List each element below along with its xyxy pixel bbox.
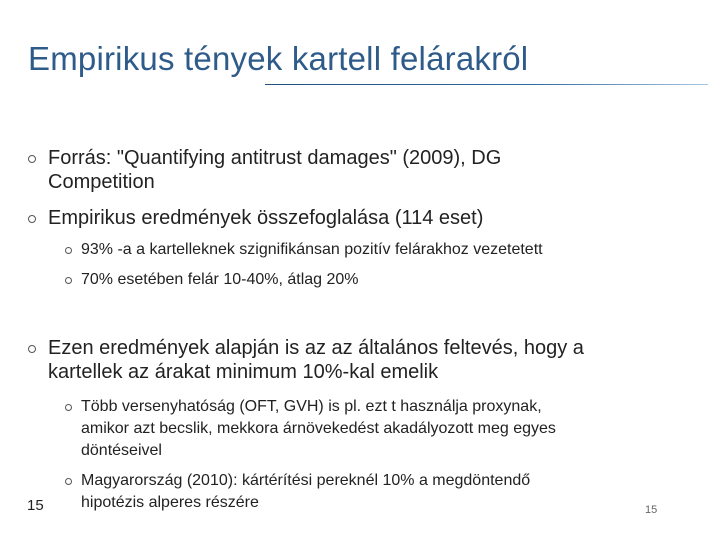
title-underline: [265, 84, 708, 85]
bullet-text: 70% esetében felár 10-40%, átlag 20%: [81, 271, 359, 288]
bullet-text: Több versenyhatóság (OFT, GVH) is pl. ezt t használja proxynak,: [81, 398, 542, 415]
sub-bullet-93-percent: [65, 240, 543, 260]
bullet-dot-icon: [65, 247, 72, 254]
bullet-text: Empirikus eredmények összefoglalása (114 eset): [48, 207, 484, 229]
bullet-source: [28, 146, 501, 194]
slide-title: Empirikus tények kartell felárakról: [28, 40, 529, 77]
bullet-text: Magyarország (2010): kártérítési pereknél 10% a megdöntendő: [81, 472, 531, 489]
bullet-dot-icon: [28, 155, 36, 163]
sub-bullet-hungary-2010: [65, 470, 530, 514]
bullet-dot-icon: [65, 277, 72, 284]
bullet-text: hipotézis alperes részére: [81, 494, 259, 511]
bullet-dot-icon: [65, 478, 72, 485]
bullet-dot-icon: [28, 345, 36, 353]
sub-bullet-70-percent: [65, 270, 359, 290]
bullet-text: döntéseivel: [81, 442, 162, 459]
bullet-dot-icon: [65, 404, 72, 411]
bullet-text: Competition: [48, 171, 155, 193]
slide-number: 15: [27, 497, 44, 514]
slide-number-small: 15: [645, 504, 658, 516]
bullet-text: kartellek az árakat minimum 10%-kal emelik: [48, 361, 439, 383]
sub-bullet-competition-authorities: [65, 396, 556, 462]
bullet-empirical-summary: [28, 206, 483, 230]
bullet-general-assumption: [28, 336, 584, 384]
bullet-text: Ezen eredmények alapján is az az általános feltevés, hogy a: [48, 337, 584, 359]
bullet-text: Forrás: "Quantifying antitrust damages" (2009), DG: [48, 147, 502, 169]
bullet-text: 93% -a a kartelleknek szignifikánsan pozitív felárakhoz vezetetett: [81, 241, 543, 258]
bullet-text: amikor azt becslik, mekkora árnövekedést akadályozott meg egyes: [81, 420, 556, 437]
bullet-dot-icon: [28, 215, 36, 223]
